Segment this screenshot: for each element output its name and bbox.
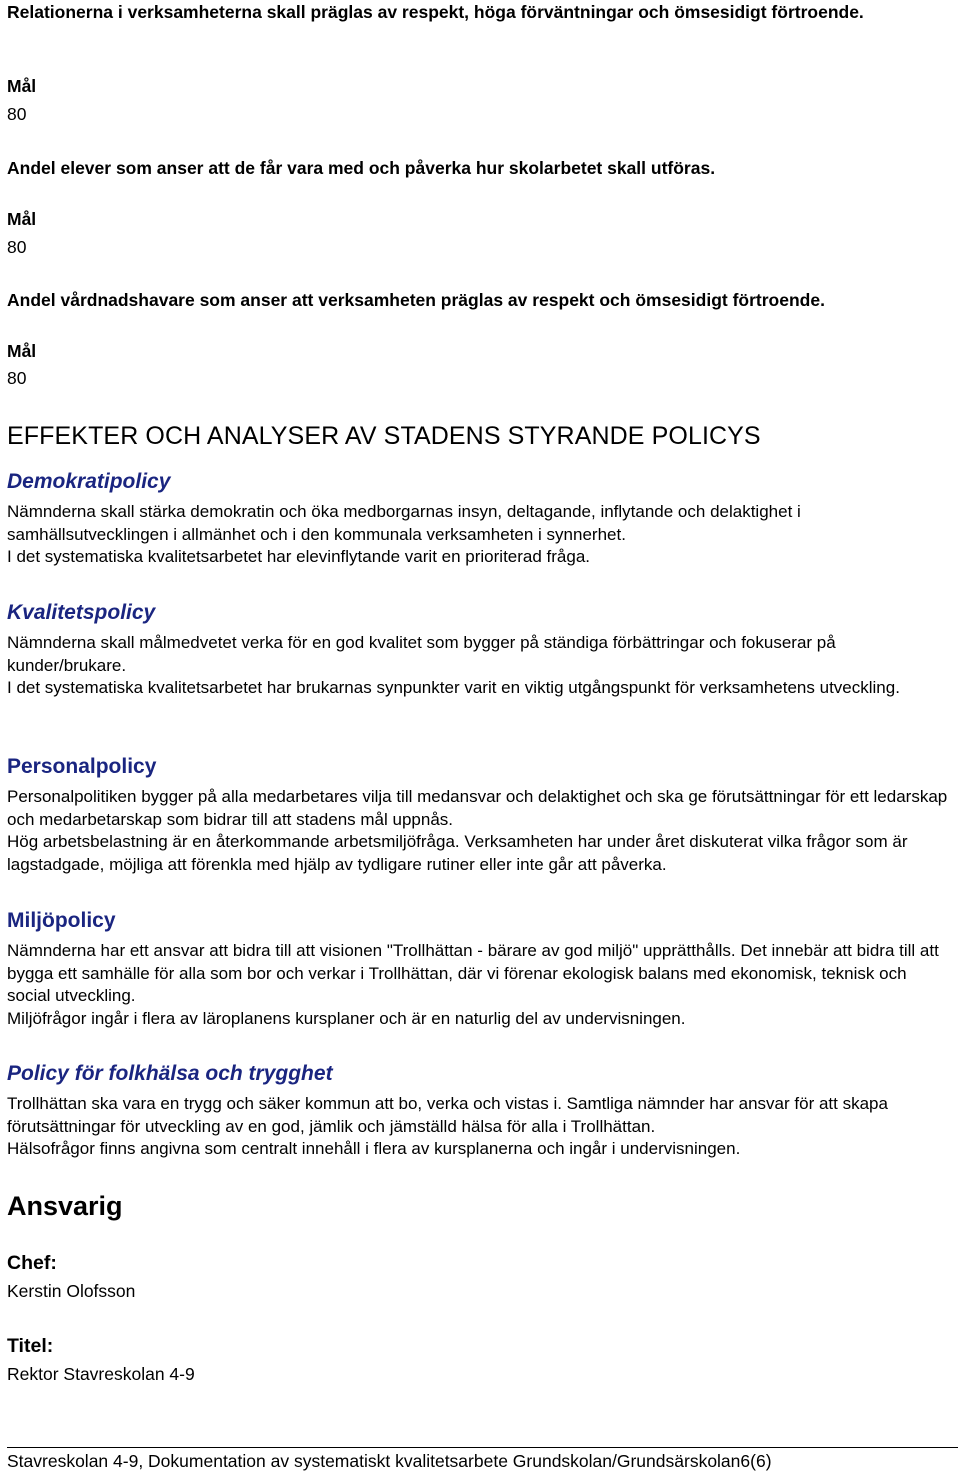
responsible-title: Ansvarig [7,1191,123,1221]
goal-3-text: Andel vårdnadshavare som anser att verksamheten präglas av respekt och ömsesidigt förtroende. [7,290,825,310]
section-body-personalpolicy [7,786,952,876]
section-heading-miljopolicy: Miljöpolicy [7,909,116,932]
paragraph: Hälsofrågor finns angivna som centralt innehåll i flera av kursplanerna och ingår i undervisningen. [7,1139,741,1158]
goal-1-label: Mål [7,76,37,96]
section-heading-folkhalsa: Policy för folkhälsa och trygghet [7,1062,333,1085]
section-heading-personalpolicy: Personalpolicy [7,755,157,778]
titel-label: Titel: [7,1335,54,1357]
goal-2-value: 80 [7,237,27,257]
effects-title: EFFEKTER OCH ANALYSER AV STADENS STYRANDE POLICYS [7,422,761,450]
footer-divider [7,1447,958,1448]
paragraph: Trollhättan ska vara en trygg och säker kommun att bo, verka och vistas i. Samtliga nämnder har ansvar för att skapa förutsättningar för utveckling av en god, jämlik och jämställd hälsa för alla i Trollhättan. [7,1094,888,1136]
paragraph: Miljöfrågor ingår i flera av läroplanens kursplaner och är en naturlig del av undervisningen. [7,1008,686,1028]
goal-3-value: 80 [7,368,27,388]
section-body-miljopolicy [7,940,952,1030]
chef-label: Chef: [7,1252,57,1274]
goal-3-label: Mål [7,341,37,361]
goal-2-text: Andel elever som anser att de får vara med och påverka hur skolarbetet skall utföras. [7,158,716,178]
section-body-kvalitetspolicy [7,632,952,700]
section-body-folkhalsa [7,1093,952,1161]
paragraph: Nämnderna skall stärka demokratin och öka medborgarnas insyn, deltagande, inflytande och delaktighet i samhällsutvecklingen i allmänhet och i den kommunala verksamheten i synnerhet. [7,502,801,544]
paragraph: I det systematiska kvalitetsarbetet har brukarnas synpunkter varit en viktig utgångspunkt för verksamhetens utveckling. [7,678,900,697]
goal-1-text: Relationerna i verksamheterna skall präglas av respekt, höga förväntningar och ömsesidigt förtroende. [7,2,864,22]
paragraph: I det systematiska kvalitetsarbetet har elevinflytande varit en prioriterad fråga. [7,547,591,566]
paragraph: Nämnderna skall målmedvetet verka för en god kvalitet som bygger på ständiga förbättringar och fokuserar på kunder/brukare. [7,633,836,675]
paragraph: Hög arbetsbelastning är en återkommande arbetsmiljöfråga. Verksamheten har under året diskuterat vilka frågor som är lagstadgade, möjliga att förenkla med hjälp av tydligare rutiner eller inte går att påverka. [7,832,908,874]
paragraph: Nämnderna har ett ansvar att bidra till att visionen "Trollhättan - bärare av god miljö" upprätthålls. Det innebär att bidra till att bygga ett samhälle för alla som bor och verkar i Trollhättan, där vi förenar ekologisk balans med ekonomisk, teknisk och social utveckling. [7,941,939,1005]
section-body-demokratipolicy [7,501,952,569]
paragraph: Personalpolitiken bygger på alla medarbetares vilja till medansvar och delaktighet och ska ge förutsättningar för ett ledarskap och medarbetarskap som bidrar till att stadens mål uppnås. [7,787,948,829]
page-footer: Stavreskolan 4-9, Dokumentation av systematiskt kvalitetsarbete Grundskolan/Grundsärskolan6(6) [7,1451,772,1471]
titel-value: Rektor Stavreskolan 4-9 [7,1364,195,1384]
chef-value: Kerstin Olofsson [7,1281,136,1301]
section-heading-demokratipolicy: Demokratipolicy [7,470,171,493]
goal-1-value: 80 [7,104,27,124]
section-heading-kvalitetspolicy: Kvalitetspolicy [7,601,156,624]
goal-2-label: Mål [7,209,37,229]
